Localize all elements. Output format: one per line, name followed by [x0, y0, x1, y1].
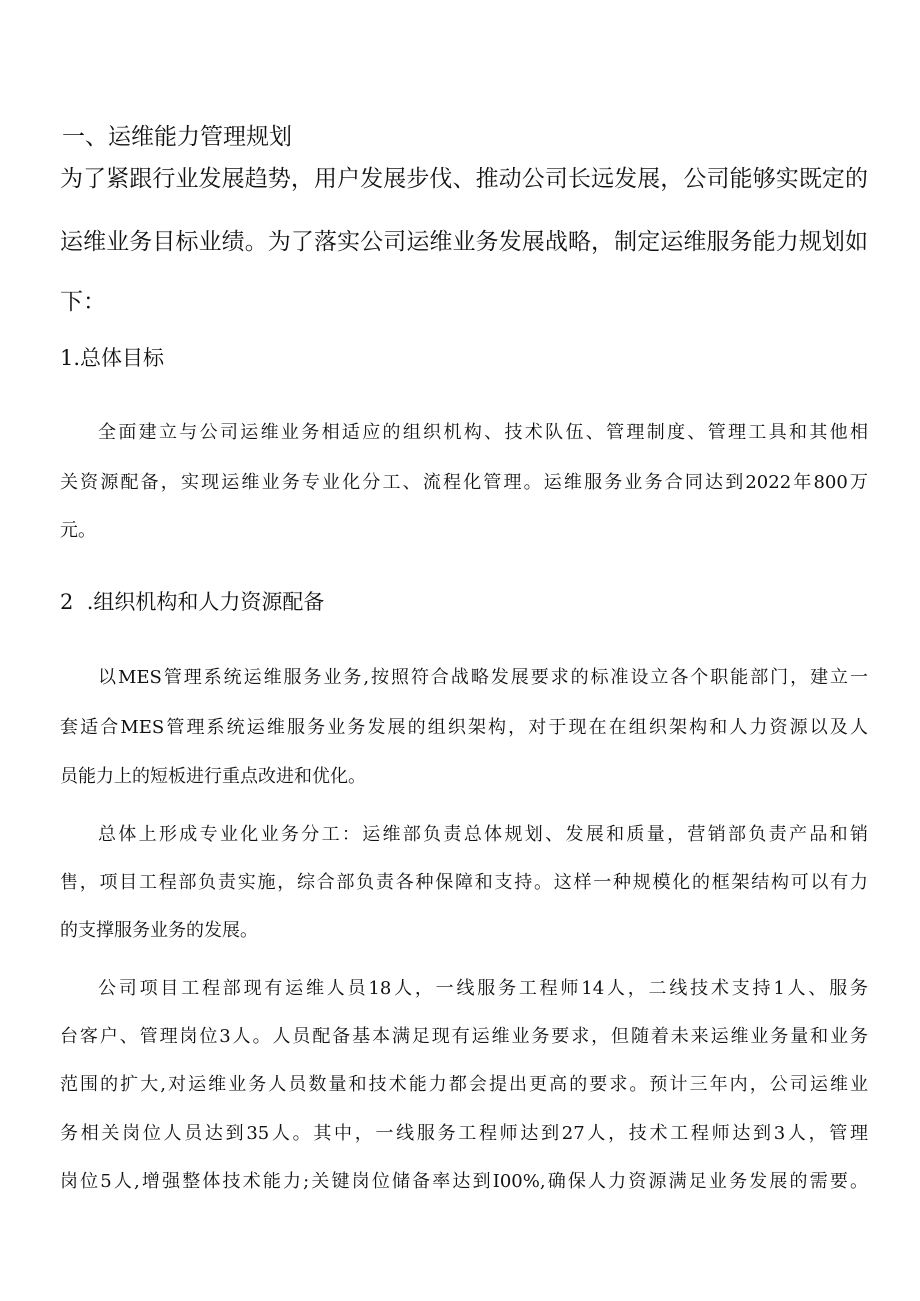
- section2-para3-line-5: 岗位5人,增强整体技术能力;关键岗位储备率达到I00%,确保人力资源满足业务发展的需要。: [60, 1171, 868, 1192]
- section2-para2-line-3: 的支撑服务业务的发展。: [60, 920, 258, 941]
- section2-para3-line-3: 范围的扩大,对运维业务人员数量和技术能力都会提出更高的要求。预计三年内，公司运维业: [60, 1074, 868, 1095]
- intro-line-1: 为了紧跟行业发展趋势，用户发展步伐、推动公司长远发展，公司能够实既定的: [60, 166, 868, 192]
- section2-para1-line-2: 套适合MES管理系统运维服务业务发展的组织架构，对于现在在组织架构和人力资源以及人: [60, 717, 868, 738]
- section1-title: 1.总体目标: [60, 346, 165, 370]
- section2-para3-line-2: 台客户、管理岗位3人。人员配备基本满足现有运维业务要求，但随着未来运维业务量和业务: [60, 1026, 868, 1047]
- section2-para1-line-3: 员能力上的短板进行重点改进和优化。: [60, 766, 366, 787]
- section2-para3-line-1: 公司项目工程部现有运维人员18人，一线服务工程师14人，二线技术支持1人、服务: [98, 978, 868, 999]
- section2-para2-line-2: 售，项目工程部负责实施，综合部负责各种保障和支持。这样一种规模化的框架结构可以有力: [60, 872, 868, 893]
- section1-para-line-3: 元。: [60, 520, 96, 541]
- intro-line-3: 下：: [60, 289, 106, 315]
- main-heading: 一、运维能力管理规划: [62, 124, 292, 150]
- section1-para-line-1: 全面建立与公司运维业务相适应的组织机构、技术队伍、管理制度、管理工具和其他相: [98, 422, 868, 443]
- section2-para2-line-1: 总体上形成专业化业务分工：运维部负责总体规划、发展和质量，营销部负责产品和销: [98, 824, 868, 845]
- section2-title: 2 .组织机构和人力资源配备: [60, 590, 325, 614]
- section2-para3-line-4: 务相关岗位人员达到35人。其中，一线服务工程师达到27人，技术工程师达到3人，管理: [60, 1123, 868, 1144]
- section2-para1-line-1: 以MES管理系统运维服务业务,按照符合战略发展要求的标准设立各个职能部门，建立一: [98, 667, 868, 688]
- section1-para-line-2: 关资源配备，实现运维业务专业化分工、流程化管理。运维服务业务合同达到2022年800万: [60, 472, 868, 493]
- intro-line-2: 运维业务目标业绩。为了落实公司运维业务发展战略，制定运维服务能力规划如: [60, 229, 868, 255]
